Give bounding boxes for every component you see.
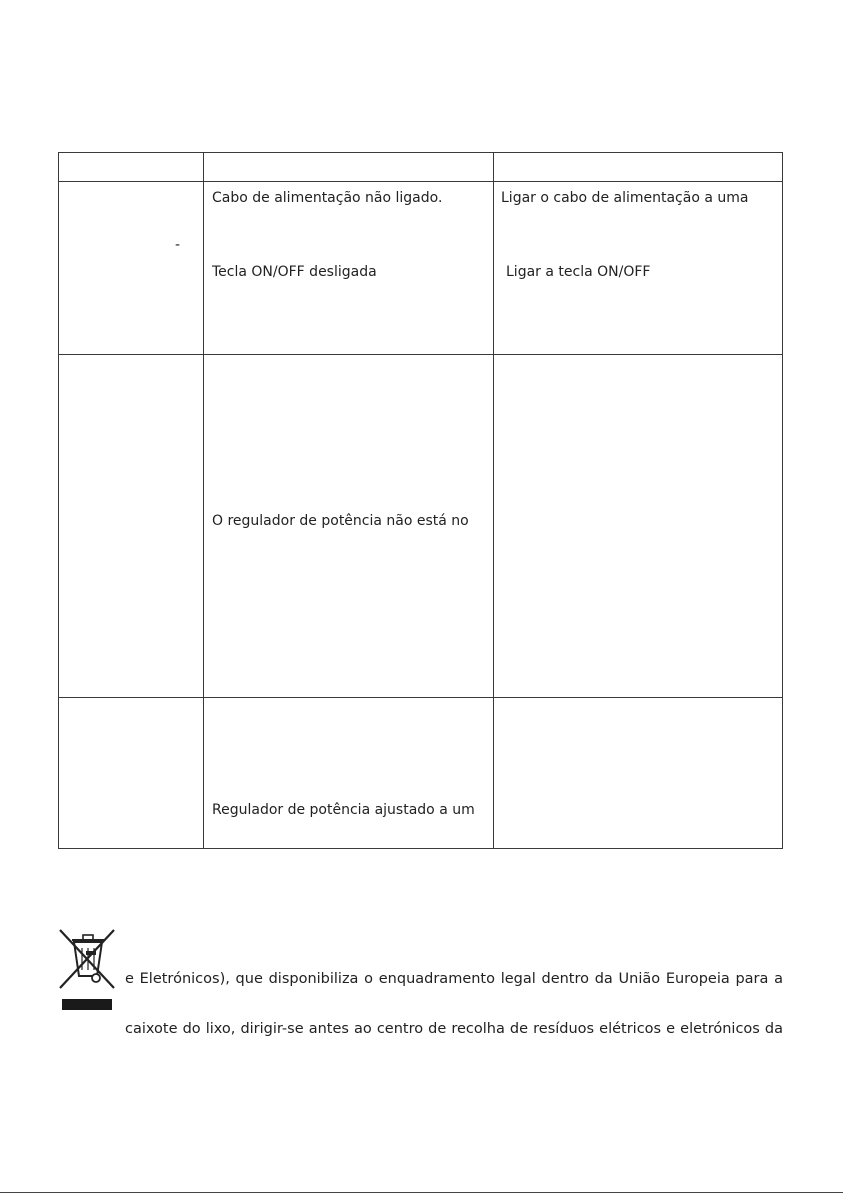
row3-cause-1: Regulador de potência ajustado a um xyxy=(212,802,475,818)
row1-cause-2: Tecla ON/OFF desligada xyxy=(212,264,377,280)
table-border-bottom xyxy=(58,848,783,849)
table-column-divider xyxy=(203,152,204,848)
row2-cause-1: O regulador de potência não está no xyxy=(212,513,469,529)
table-column-divider xyxy=(493,152,494,848)
table-border-left xyxy=(58,152,59,848)
page-bottom-rule xyxy=(0,1192,843,1193)
disposal-text-line-1: e Eletrónicos), que disponibiliza o enquadramento legal dentro da União Europeia para a xyxy=(125,971,783,987)
row1-solution-2: Ligar a tecla ON/OFF xyxy=(506,264,651,280)
table-row-divider xyxy=(58,354,783,355)
table-header-divider xyxy=(58,181,783,182)
row1-cause-1: Cabo de alimentação não ligado. xyxy=(212,190,443,206)
table-border-top xyxy=(58,152,783,153)
row1-problem: - xyxy=(175,237,181,253)
table-row-divider xyxy=(58,697,783,698)
disposal-text-line-2: caixote do lixo, dirigir-se antes ao centro de recolha de resíduos elétricos e eletrónicos da xyxy=(125,1021,783,1037)
crossed-out-wheelie-bin-icon xyxy=(52,924,118,1014)
table-border-right xyxy=(782,152,783,848)
row1-solution-1: Ligar o cabo de alimentação a uma xyxy=(501,190,749,206)
